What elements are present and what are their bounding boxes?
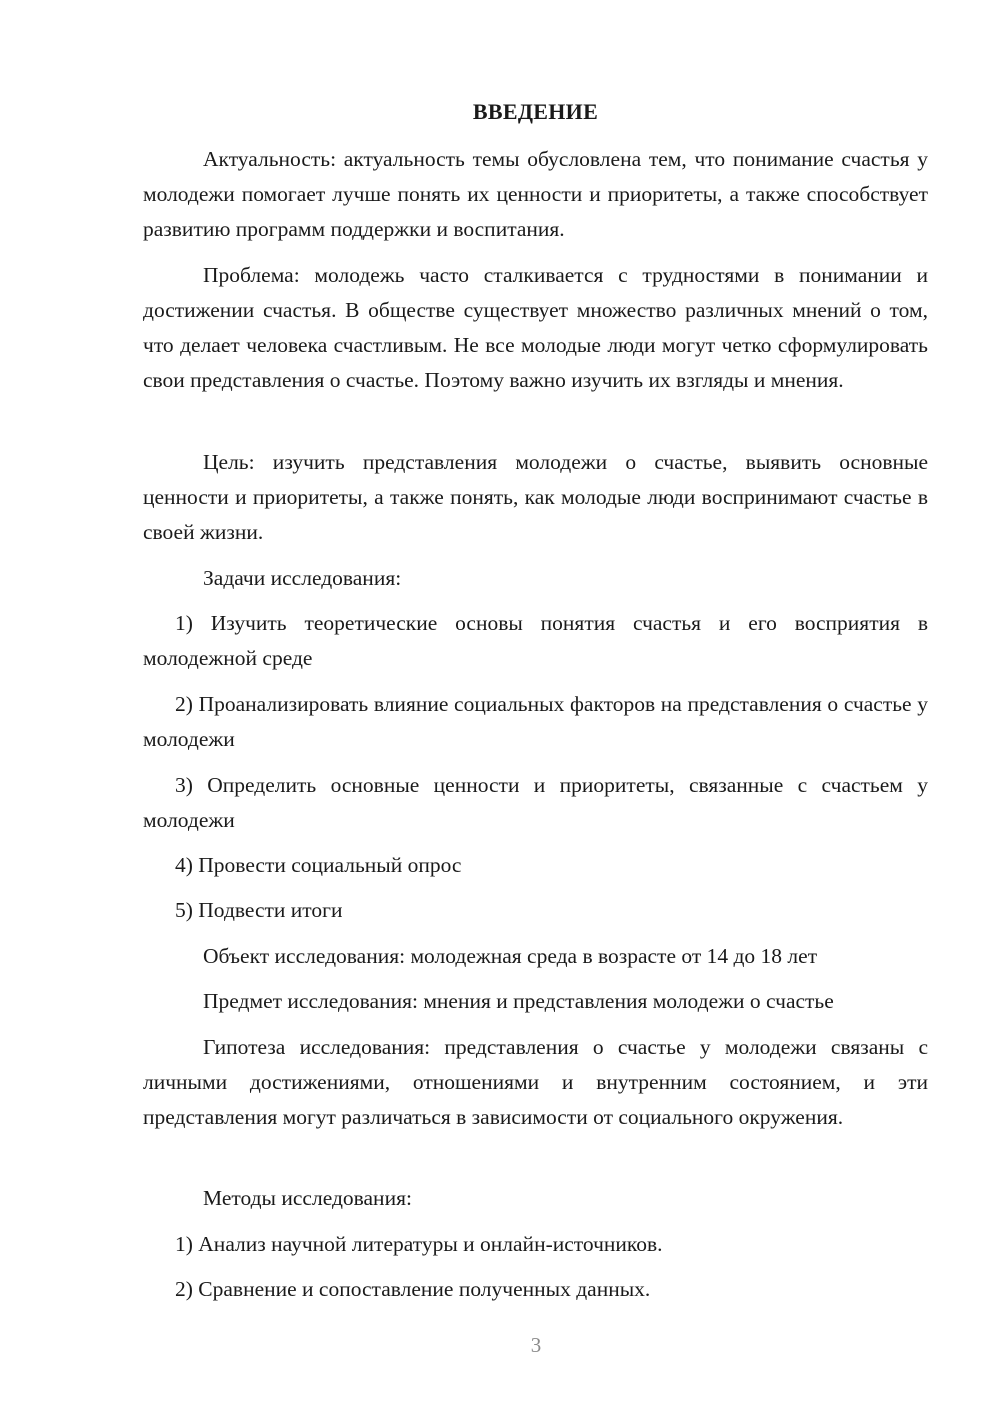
task-item-3: 3) Определить основные ценности и приоритеты, связанные с счастьем у молодежи bbox=[143, 773, 928, 832]
page-title: ВВЕДЕНИЕ bbox=[472, 99, 599, 124]
task-item-1: 1) Изучить теоретические основы понятия счастья и его восприятия в молодежной среде bbox=[143, 611, 928, 670]
tasks-heading: Задачи исследования: bbox=[203, 566, 402, 590]
page-number: 3 bbox=[530, 1333, 542, 1357]
methods-heading: Методы исследования: bbox=[203, 1186, 412, 1210]
method-item-2: 2) Сравнение и сопоставление полученных данных. bbox=[175, 1277, 651, 1301]
task-item-5: 5) Подвести итоги bbox=[175, 898, 343, 922]
method-item-1: 1) Анализ научной литературы и онлайн-источников. bbox=[175, 1232, 663, 1256]
problem-paragraph: Проблема: молодежь часто сталкивается с трудностями в понимании и достижении счастья. В обществе существует множество различных мнений о том, что делает человека счастливым. Не все молодые люди могут четко сформулировать свои представления о счастье. Поэтому важно изучить их взгляды и мнения. bbox=[143, 263, 928, 392]
object-paragraph: Объект исследования: молодежная среда в возрасте от 14 до 18 лет bbox=[203, 944, 818, 968]
goal-paragraph: Цель: изучить представления молодежи о счастье, выявить основные ценности и приоритеты, а также понять, как молодые люди воспринимают счастье в своей жизни. bbox=[143, 450, 928, 544]
relevance-paragraph: Актуальность: актуальность темы обусловлена тем, что понимание счастья у молодежи помогает лучше понять их ценности и приоритеты, а также способствует развитию программ поддержки и воспитания. bbox=[143, 147, 928, 241]
task-item-4: 4) Провести социальный опрос bbox=[175, 853, 462, 877]
hypothesis-paragraph: Гипотеза исследования: представления о счастье у молодежи связаны с личными достижениями, отношениями и внутренним состоянием, и эти представления могут различаться в зависимости от социального окружения. bbox=[143, 1035, 928, 1129]
subject-paragraph: Предмет исследования: мнения и представления молодежи о счастье bbox=[203, 989, 834, 1013]
task-item-2: 2) Проанализировать влияние социальных факторов на представления о счастье у молодежи bbox=[143, 692, 928, 751]
